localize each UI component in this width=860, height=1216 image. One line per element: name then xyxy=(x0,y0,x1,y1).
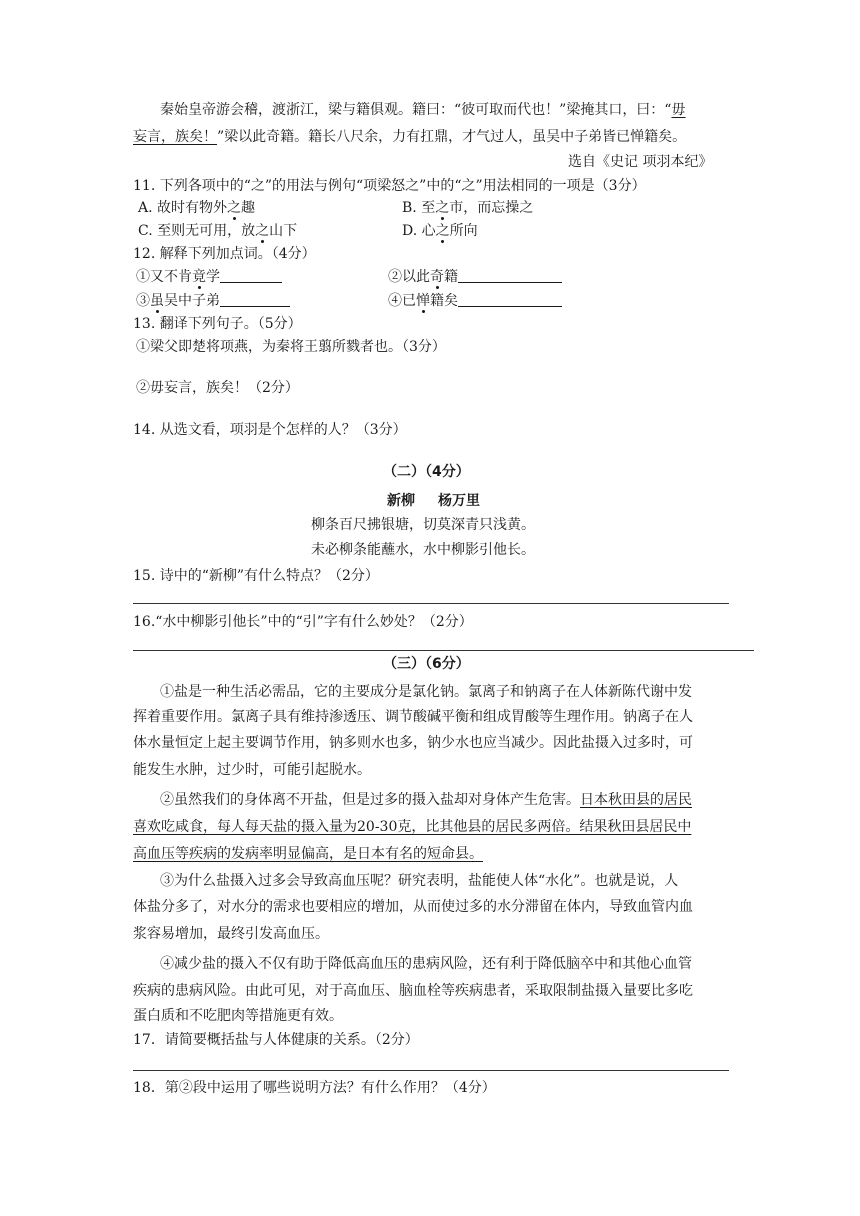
option-text: 趣 xyxy=(241,200,256,216)
answer-line[interactable] xyxy=(133,603,729,604)
dotted-char: 竟 xyxy=(192,269,206,285)
option-b xyxy=(402,198,533,218)
answer-blank[interactable] xyxy=(220,292,290,307)
para-1-line-4: 能发生水肿，过少时，可能引起脱水。 xyxy=(133,762,371,778)
item-text: 学 xyxy=(206,269,220,285)
dotted-char: 之 xyxy=(227,200,242,216)
option-text: B. 至 xyxy=(402,200,436,216)
question-18: 18．第②段中运用了哪些说明方法？有什么作用？（4分） xyxy=(133,1080,496,1096)
q12-item-3 xyxy=(136,291,290,311)
question-14: 14. 从选文看，项羽是个怎样的人？（3分） xyxy=(133,422,407,438)
section-2-heading: （二）（4分） xyxy=(383,464,470,480)
para-2-line-2: 喜欢吃咸食，每人每天盐的摄入量为20-30克，比其他县的居民多两倍。结果秋田县居民中 xyxy=(133,819,692,835)
option-text: D. 心 xyxy=(402,223,436,239)
answer-blank[interactable] xyxy=(458,268,562,283)
question-13: 13. 翻译下列句子。（5分） xyxy=(133,316,302,332)
poem-author: 杨万里 xyxy=(438,493,480,509)
item-text: ④已 xyxy=(388,293,416,309)
section-3-heading: （三）（6分） xyxy=(383,656,470,672)
para-3-line-2: 体盐分多了，对水分的需求也要相应的增加，从而使过多的水分滞留在体内，导致血管内血 xyxy=(133,899,693,915)
para-text: ②虽然我们的身体离不开盐，但是过多的摄入盐却对身体产生危害。 xyxy=(160,792,580,808)
para-4-line-2: 疾病的患病风险。由此可见，对于高血压、脑血栓等疾病患者，采取限制盐摄入量要比多吃 xyxy=(133,983,693,999)
dotted-char: 之 xyxy=(435,223,450,239)
item-text: 籍 xyxy=(444,269,458,285)
option-a xyxy=(138,198,255,218)
item-text: ②以此 xyxy=(388,269,430,285)
item-text: 吴中子弟 xyxy=(164,293,220,309)
item-text: ③ xyxy=(136,293,150,309)
question-16: 16.“水中柳影引他长”中的“引”字有什么妙处？（2分） xyxy=(133,614,473,630)
dotted-char: 虽 xyxy=(150,293,164,309)
para-2-line-3: 高血压等疾病的发病率明显偏高，是日本有名的短命县。 xyxy=(133,846,483,862)
para-3-line-3: 浆容易增加，最终引发高血压。 xyxy=(133,926,329,942)
dotted-char: 惮 xyxy=(416,293,430,309)
q12-item-4 xyxy=(388,291,562,311)
dotted-char: 之 xyxy=(255,223,270,239)
passage-text: ”梁以此奇籍。籍长八尺余，力有扛鼎，才气过人，虽吴中子弟皆已惮籍矣。 xyxy=(217,129,687,145)
passage-text: 秦始皇帝游会稽，渡浙江，梁与籍俱观。籍曰：“彼可取而代也！”梁掩其口，曰：“ xyxy=(160,102,672,118)
underlined-text: 妄言，族矣！ xyxy=(133,129,217,145)
q12-item-1 xyxy=(136,267,282,287)
underlined-text: 毋 xyxy=(671,102,686,118)
option-d xyxy=(402,221,478,241)
q12-item-2 xyxy=(388,267,562,287)
para-1-line-3: 体水量恒定上起主要调节作用，钠多则水也多，钠少水也应当减少。因此盐摄入过多时，可 xyxy=(133,735,693,751)
para-1-line-2: 挥着重要作用。氯离子具有维持渗透压、调节酸碱平衡和组成胃酸等生理作用。钠离子在人 xyxy=(133,709,693,725)
answer-blank[interactable] xyxy=(458,292,562,307)
answer-line[interactable] xyxy=(133,1070,729,1071)
passage-line-1 xyxy=(160,100,685,120)
dotted-char: 之 xyxy=(435,200,450,216)
option-text: 山下 xyxy=(269,223,298,239)
para-3-line-1: ③为什么盐摄入过多会导致高血压呢？研究表明，盐能使人体“水化”。也就是说，人 xyxy=(160,873,679,889)
underlined-text: 日本秋田县的居民 xyxy=(580,792,692,808)
question-12: 12. 解释下列加点词。（4分） xyxy=(133,246,316,262)
option-text: C. 至则无可用，放 xyxy=(138,223,256,239)
question-17: 17．请简要概括盐与人体健康的关系。（2分） xyxy=(133,1032,419,1048)
question-15: 15. 诗中的“新柳”有什么特点？（2分） xyxy=(133,568,379,584)
option-text: 市，而忘操之 xyxy=(449,200,534,216)
answer-line[interactable] xyxy=(133,650,754,651)
passage-source: 选自《史记 项羽本纪》 xyxy=(568,154,713,170)
poem-title: 新柳 xyxy=(387,493,415,509)
option-text: A. 故时有物外 xyxy=(138,200,228,216)
passage-line-2 xyxy=(133,127,686,147)
para-4-line-3: 蛋白质和不吃肥肉等措施更有效。 xyxy=(133,1008,343,1024)
q13-sentence-1: ①梁父即楚将项燕，为秦将王翦所戮者也。（3分） xyxy=(136,339,446,355)
q13-sentence-2: ②毋妄言，族矣！（2分） xyxy=(136,380,299,396)
question-11: 11. 下列各项中的“之”的用法与例句“项梁怒之”中的“之”用法相同的一项是（3分） xyxy=(133,178,646,194)
dotted-char: 奇 xyxy=(430,269,444,285)
answer-blank[interactable] xyxy=(220,268,282,283)
item-text: ①又不肯 xyxy=(136,269,192,285)
para-1-line-1: ①盐是一种生活必需品，它的主要成分是氯化钠。氯离子和钠离子在人体新陈代谢中发 xyxy=(160,684,692,700)
item-text: 籍矣 xyxy=(430,293,458,309)
poem-line-1: 柳条百尺拂银塘，切莫深青只浅黄。 xyxy=(311,517,535,533)
option-text: 所向 xyxy=(449,223,478,239)
poem-line-2: 未必柳条能蘸水，水中柳影引他长。 xyxy=(311,542,535,558)
option-c xyxy=(138,221,297,241)
para-2-line-1 xyxy=(160,790,692,810)
para-4-line-1: ④减少盐的摄入不仅有助于降低高血压的患病风险，还有利于降低脑卒中和其他心血管 xyxy=(160,956,692,972)
